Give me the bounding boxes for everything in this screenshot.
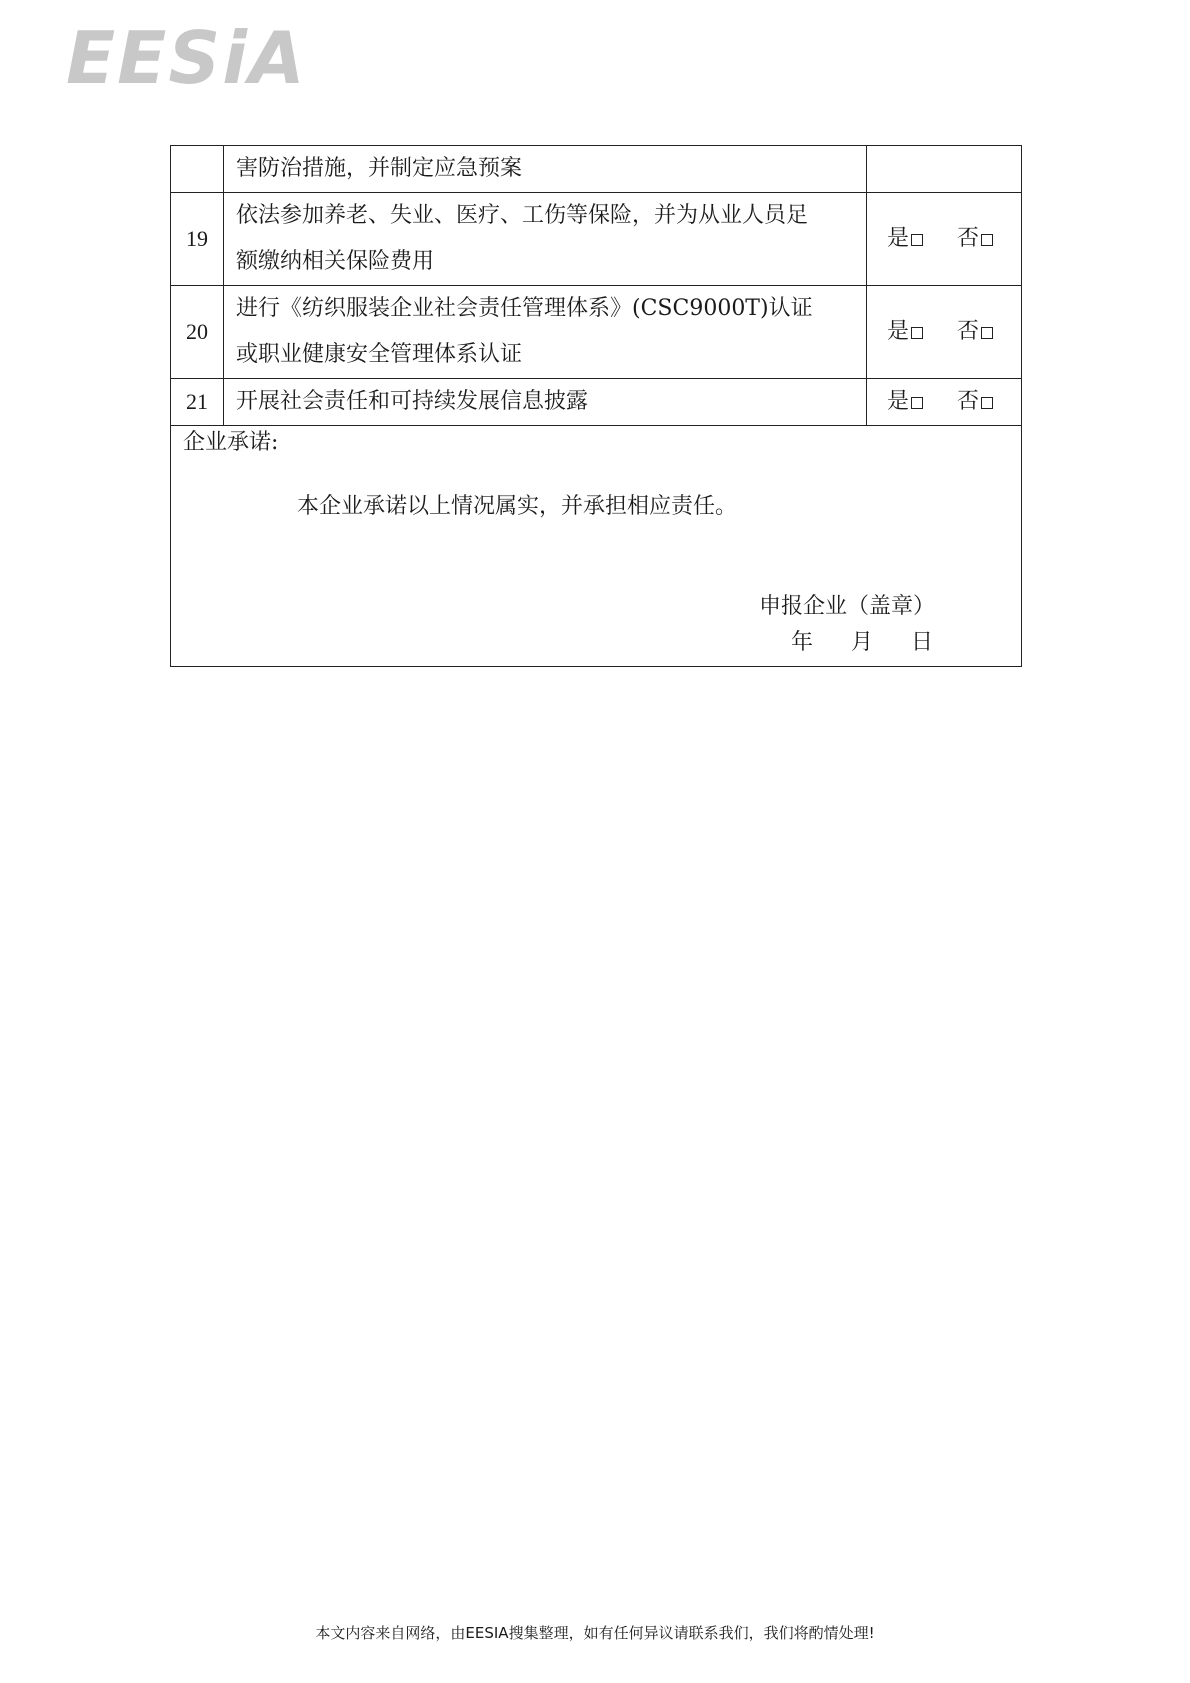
yes-option[interactable]	[887, 309, 923, 355]
table-row	[171, 146, 1022, 193]
yes-option[interactable]	[887, 216, 923, 262]
row-check-empty	[867, 146, 1022, 193]
no-option[interactable]	[957, 379, 993, 425]
footer-note: 本文内容来自网络，由EESIA搜集整理，如有任何异议请联系我们，我们将酌情处理!	[315, 1624, 875, 1642]
row-description	[224, 193, 867, 286]
no-label: 否	[957, 319, 980, 344]
row-number: 19	[171, 193, 224, 286]
eesia-logo: EESiA	[66, 16, 307, 100]
description-line: 依法参加养老、失业、医疗、工伤等保险，并为从业人员足	[236, 203, 809, 228]
table-row	[171, 193, 1022, 286]
description-line: 开展社会责任和可持续发展信息披露	[236, 389, 589, 414]
commitment-label: 企业承诺:	[183, 430, 279, 455]
date-line	[791, 628, 933, 658]
no-label: 否	[957, 226, 980, 251]
commitment-text: 本企业承诺以上情况属实，并承担相应责任。	[297, 494, 738, 519]
yes-label: 是	[887, 319, 910, 344]
description-line: 害防治措施，并制定应急预案	[236, 156, 523, 181]
stamp-label: 申报企业（盖章）	[759, 594, 936, 619]
month-label: 月	[851, 630, 874, 655]
commitment-row	[171, 426, 1022, 667]
description-line: 或职业健康安全管理体系认证	[236, 342, 523, 367]
no-checkbox[interactable]	[981, 397, 993, 409]
yes-label: 是	[887, 389, 910, 414]
row-number: 21	[171, 379, 224, 426]
row-number	[171, 146, 224, 193]
year-label: 年	[791, 630, 814, 655]
yes-no-choice	[867, 379, 1022, 426]
no-checkbox[interactable]	[981, 327, 993, 339]
day-label: 日	[911, 630, 934, 655]
row-description	[224, 146, 867, 193]
description-line: 额缴纳相关保险费用	[236, 249, 435, 274]
no-option[interactable]	[957, 216, 993, 262]
yes-checkbox[interactable]	[911, 327, 923, 339]
no-checkbox[interactable]	[981, 234, 993, 246]
table-row	[171, 379, 1022, 426]
commitment-cell	[171, 426, 1022, 667]
yes-checkbox[interactable]	[911, 234, 923, 246]
yes-label: 是	[887, 226, 910, 251]
yes-option[interactable]	[887, 379, 923, 425]
declaration-table	[170, 145, 1022, 667]
no-option[interactable]	[957, 309, 993, 355]
table-row	[171, 286, 1022, 379]
yes-no-choice	[867, 193, 1022, 286]
no-label: 否	[957, 389, 980, 414]
yes-checkbox[interactable]	[911, 397, 923, 409]
row-number: 20	[171, 286, 224, 379]
row-description	[224, 286, 867, 379]
description-line: 进行《纺织服装企业社会责任管理体系》(CSC9000T)认证	[236, 296, 813, 321]
row-description	[224, 379, 867, 426]
yes-no-choice	[867, 286, 1022, 379]
